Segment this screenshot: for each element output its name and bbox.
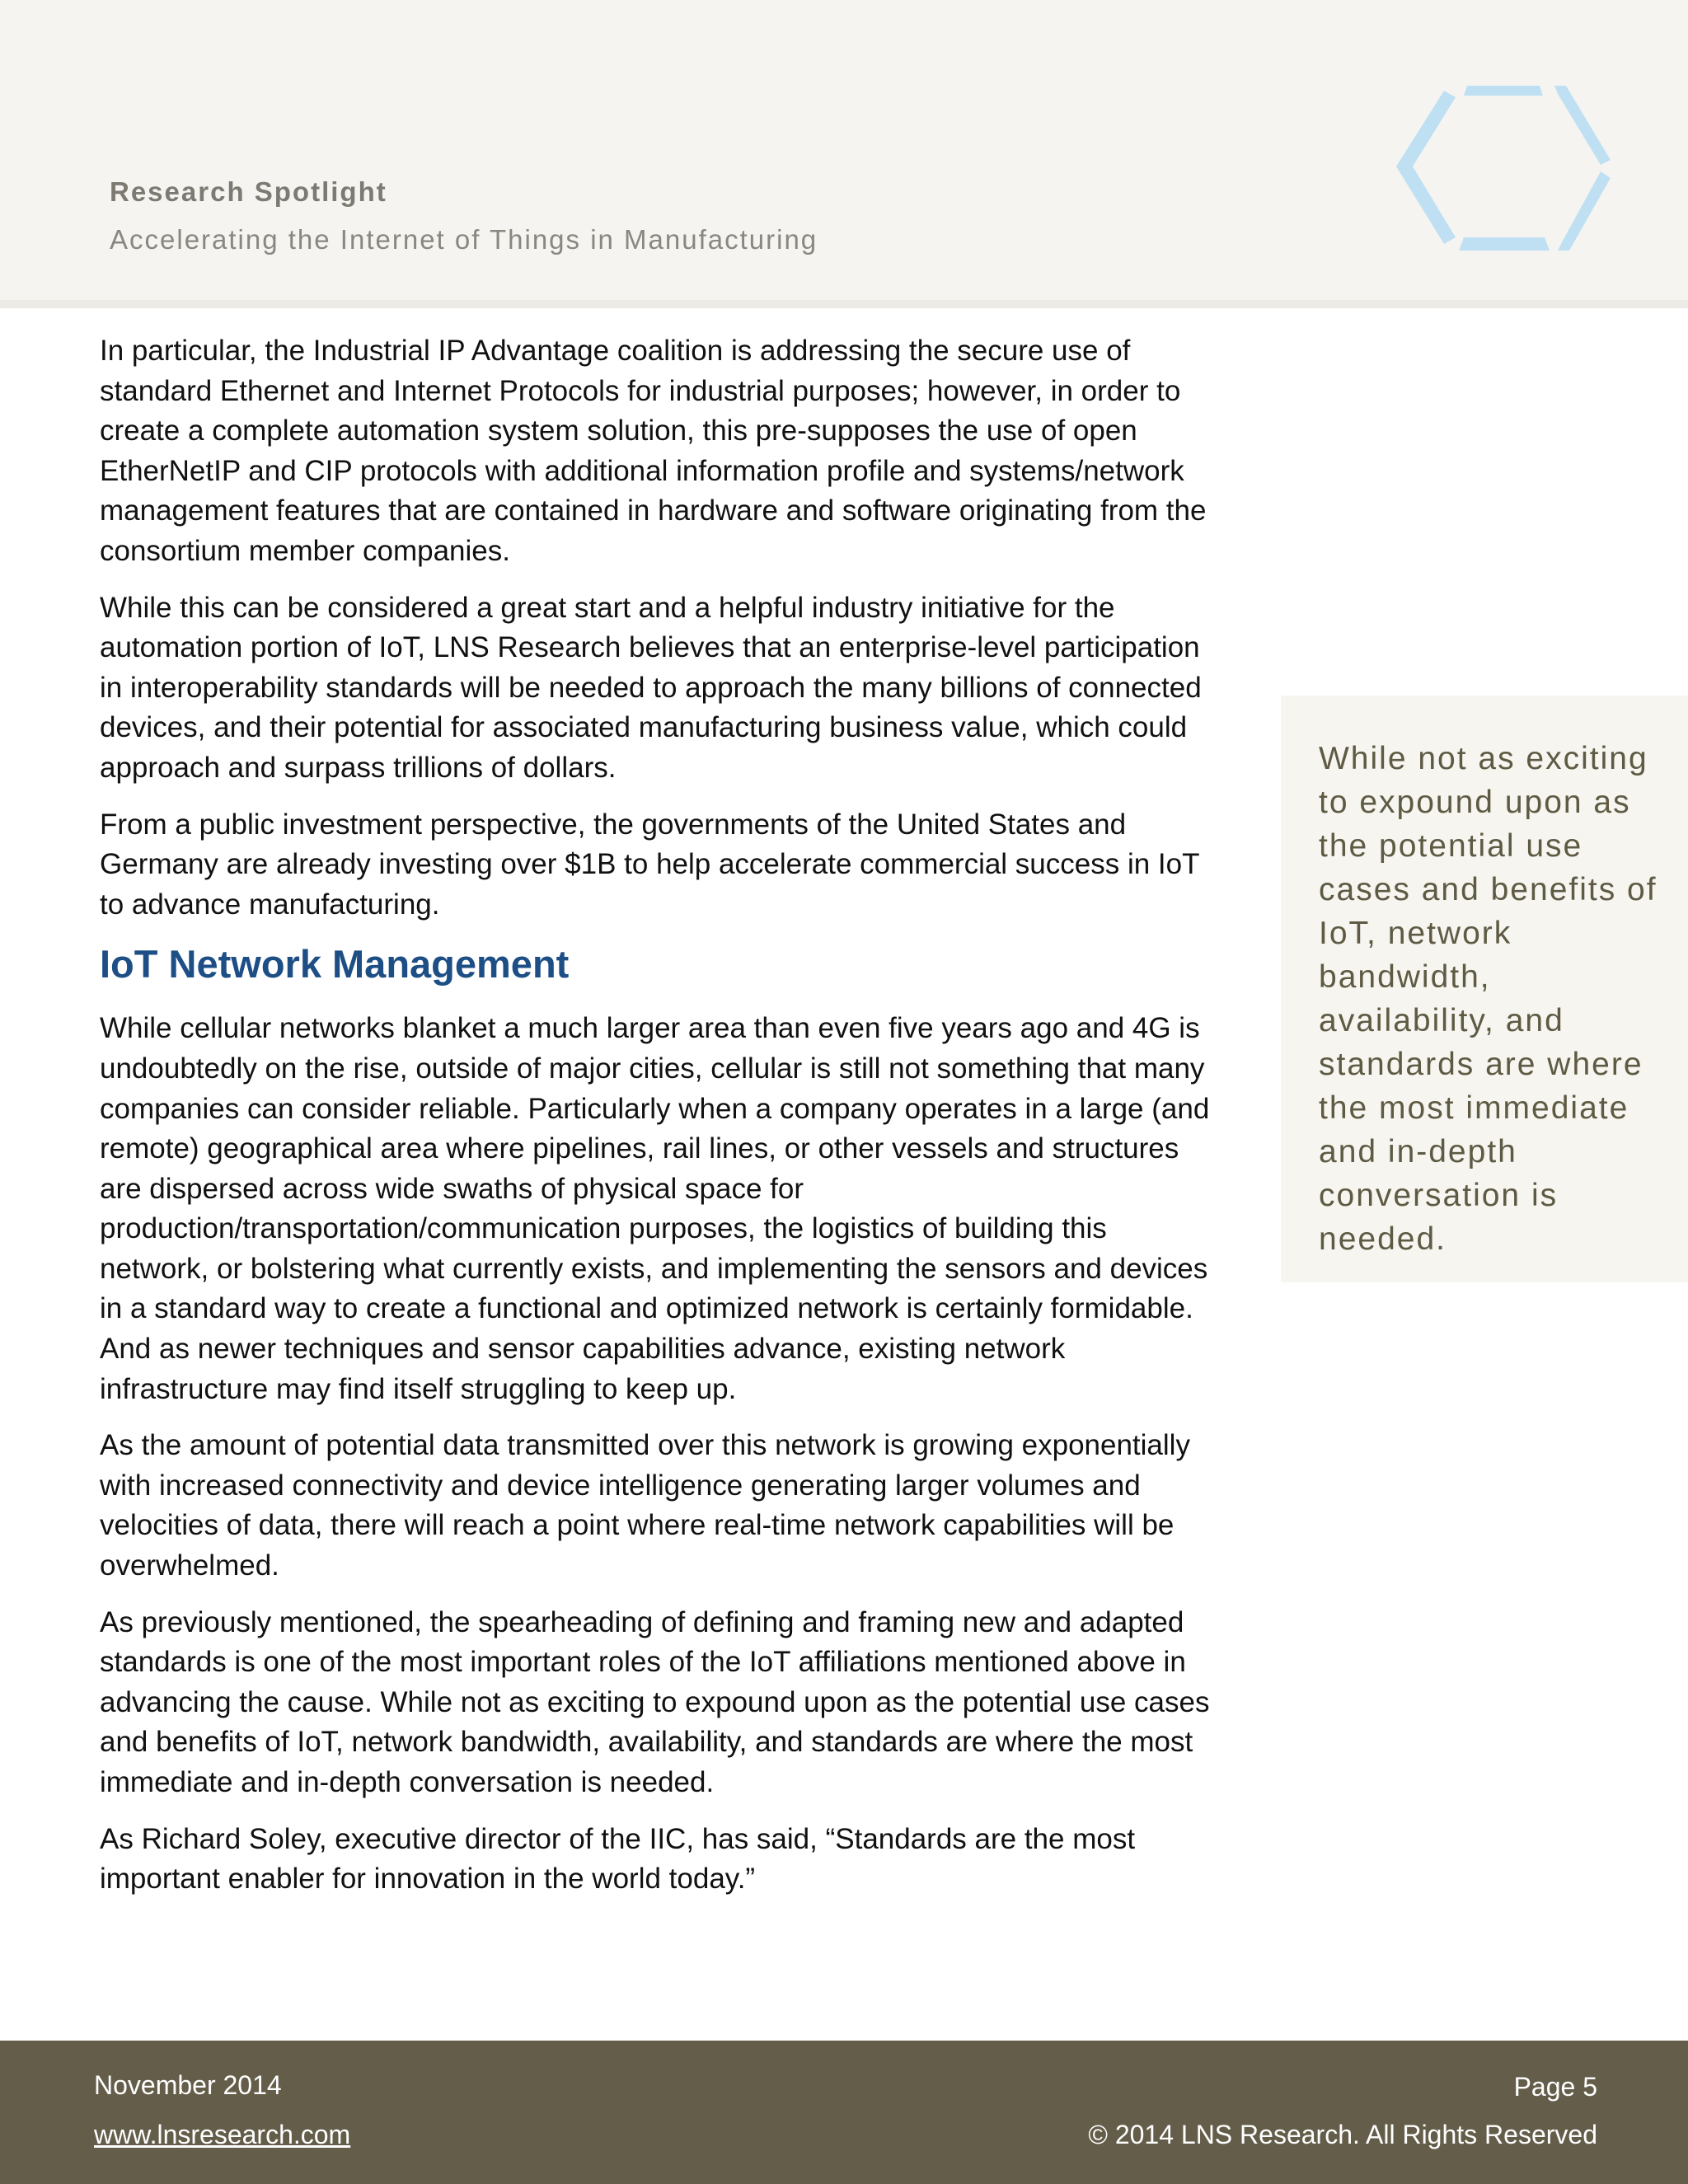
logo-lower-right-segment (1558, 171, 1611, 251)
logo-upper-right-segment (1554, 86, 1611, 165)
page-header (0, 0, 1688, 308)
pull-quote-callout (1281, 696, 1688, 1282)
main-content (100, 331, 1212, 1916)
header-subtitle: Accelerating the Internet of Things in Manufacturing (110, 224, 818, 255)
footer-page-number: Page 5 (1513, 2072, 1597, 2102)
footer-website-link[interactable]: www.lnsresearch.com (94, 2120, 351, 2149)
section-heading: IoT Network Management (100, 942, 570, 987)
footer-date: November 2014 (94, 2070, 282, 2100)
footer-copyright: © 2014 LNS Research. All Rights Reserved (1088, 2120, 1597, 2149)
paragraph-section-1: While cellular networks blanket a much larger area than even five years ago and 4G is undoubtedly on the rise, outside of major cities, cellular is still not something that many companies can consider reliable. Particularly when a company operates in a large (and remote) geographical area where pipelines, rail lines, or other vessels and structures are dispersed across wide swaths of physical space for production/transportation/communication purposes, the logistics of building this network, or bolstering what currently exists, and implementing the sensors and devices in a standard way to create a functional and optimized network is certainly formidable. And as newer techniques and sensor capabilities advance, existing network infrastructure may find itself struggling to keep up. (100, 1012, 1210, 1405)
paragraph-section-3: As previously mentioned, the spearheading of defining and framing new and adapted standards is one of the most important roles of the IoT affiliations mentioned above in advancing the cause. While not as exciting to expound upon as the potential use cases and benefits of IoT, network bandwidth, availability, and standards are where the most immediate and in-depth conversation is needed. (100, 1605, 1210, 1798)
hexagon-logo-icon (1393, 68, 1617, 265)
paragraph-section-2: As the amount of potential data transmitted over this network is growing exponentially with increased connectivity and device intelligence generating larger volumes and velocities of data, there will reach a point where real-time network capabilities will be overwhelmed. (100, 1429, 1190, 1582)
paragraph-intro-1: In particular, the Industrial IP Advantage coalition is addressing the secure use of standard Ethernet and Internet Protocols for industrial purposes; however, in order to create a complete automation system solution, this pre-supposes the use of open EtherNetIP and CIP protocols with additional information profile and systems/network management features that are contained in hardware and software originating from the consortium member companies. (100, 335, 1207, 567)
logo-top-segment (1464, 86, 1543, 96)
header-title: Research Spotlight (110, 176, 387, 207)
paragraph-intro-2: While this can be considered a great start and a helpful industry initiative for the automation portion of IoT, LNS Research believes that an enterprise-level participation in interoperability standards will be needed to approach the many billions of connected devices, and their potential for associated manufacturing business value, which could approach and surpass trillions of dollars. (100, 591, 1202, 784)
logo-left-segment (1396, 91, 1456, 244)
page-footer (0, 2041, 1688, 2184)
logo-bottom-segment (1459, 237, 1550, 251)
paragraph-section-4: As Richard Soley, executive director of the IIC, has said, “Standards are the most important enabler for innovation in the world today.” (100, 1822, 1136, 1896)
pull-quote-text: While not as exciting to expound upon as the potential use cases and benefits of IoT, network bandwidth, availability, and standards are where the most immediate and in-depth conversation is needed. (1319, 741, 1658, 1257)
paragraph-intro-3: From a public investment perspective, the governments of the United States and Germany are already investing over $1B to help accelerate commercial success in IoT to advance manufacturing. (100, 808, 1199, 921)
